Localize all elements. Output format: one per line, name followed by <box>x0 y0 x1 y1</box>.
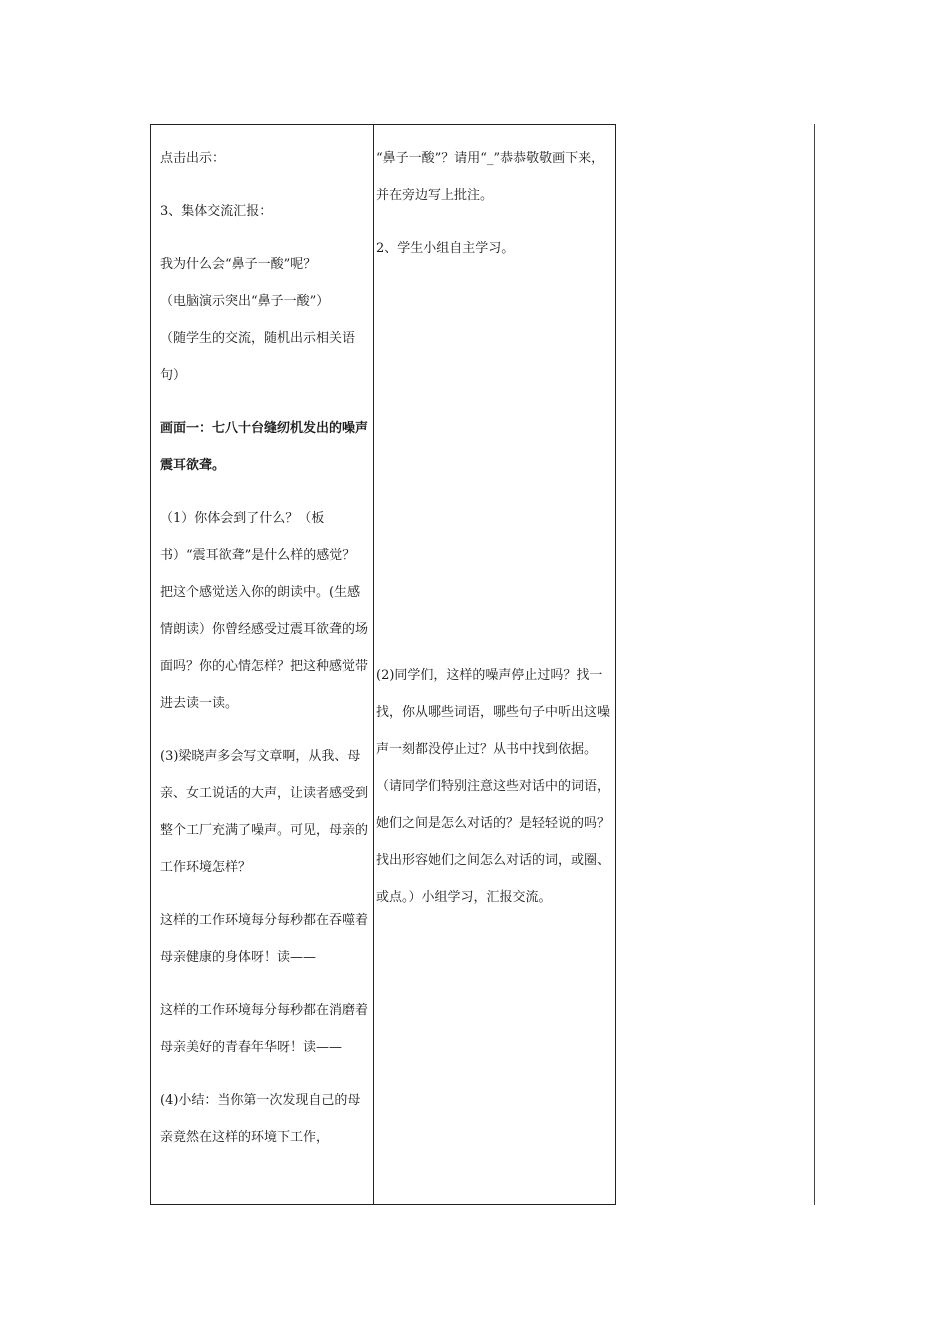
student-activity-column-top <box>376 140 614 267</box>
reading-line-1: 这样的工作环境每分每秒都在吞噬着母亲健康的身体呀！读—— <box>160 913 369 965</box>
paragraph-3: (3)梁晓声多会写文章啊，从我、母亲、女工说话的大声，让读者感受到整个工厂充满了噪声。可见，母亲的工作环境怎样？ <box>160 749 369 875</box>
reading-line-2: 这样的工作环境每分每秒都在消磨着母亲美好的青春年华呀！读—— <box>160 1003 369 1055</box>
annotation-instruction: “鼻子一酸”？请用“_”恭恭敬敬画下来，并在旁边写上批注。 <box>376 151 605 203</box>
summary-text: (4)小结：当你第一次发现自己的母亲竟然在这样的环境下工作， <box>160 1093 361 1145</box>
page-margin-rule <box>814 124 815 1205</box>
paragraph-1: （1）你体会到了什么？（板书）“震耳欲聋”是什么样的感觉？把这个感觉送入你的朗读中。(生感情朗读）你曾经感受过震耳欲聋的场面吗？你的心情怎样？把这种感觉带进去读一读。 <box>160 511 369 711</box>
prompt-text: 点击出示： <box>160 151 226 166</box>
step-heading: 3、集体交流汇报： <box>160 204 273 219</box>
column-divider <box>373 124 374 1205</box>
question-text: 我为什么会“鼻子一酸”呢？ <box>160 257 317 272</box>
teacher-activity-column <box>160 140 368 1156</box>
exchange-note: （随学生的交流，随机出示相关语句） <box>160 331 356 383</box>
demo-note: （电脑演示突出“鼻子一酸”） <box>160 294 330 309</box>
scene-heading: 画面一：七八十台缝纫机发出的噪声震耳欲聋。 <box>160 421 369 473</box>
group-study-note: 2、学生小组自主学习。 <box>376 241 515 256</box>
student-activity-column-mid <box>376 657 614 916</box>
noise-question-text: (2)同学们，这样的噪声停止过吗？找一找，你从哪些词语，哪些句子中听出这噪声一刻都没停止过？从书中找到依据。（请同学们特别注意这些对话中的词语，她们之间是怎么对话的？是轻轻说的吗？找出形容她们之间怎么对话的词，或圈、或点。）小组学习，汇报交流。 <box>376 668 611 905</box>
